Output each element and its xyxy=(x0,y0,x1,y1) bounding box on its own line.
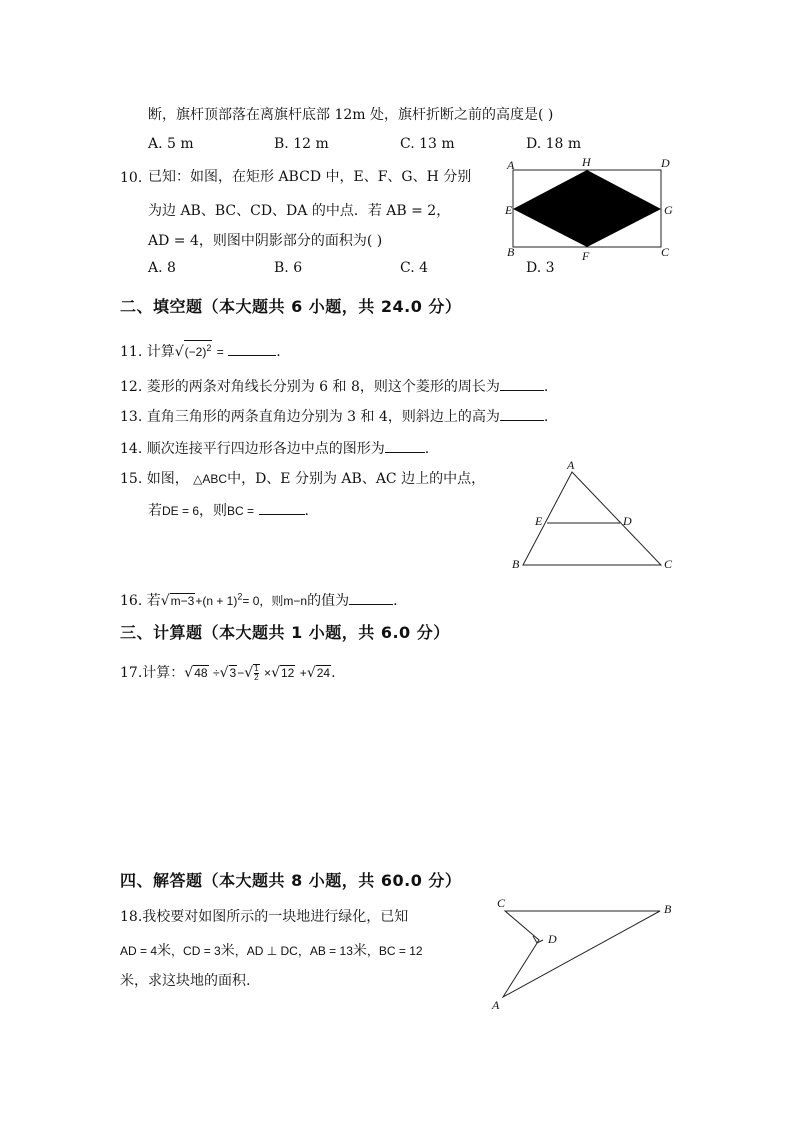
q17-times: × xyxy=(264,666,272,680)
q18-cd: ，CD = 3 xyxy=(171,944,221,958)
quad-label-b: B xyxy=(664,902,672,916)
q15-de: DE = 6 xyxy=(162,504,200,518)
q15-if: 若 xyxy=(148,503,162,519)
q10-option-d: D. 3 xyxy=(526,260,555,276)
q15-text-a: 如图， xyxy=(146,471,189,487)
sqrt-icon: √ xyxy=(219,665,229,681)
q11-expr: (−2) xyxy=(184,345,207,359)
q18-text1: 我校要对如图所示的一块地进行绿化，已知 xyxy=(142,909,409,925)
q11-suffix: . xyxy=(276,344,281,360)
tri-label-b: B xyxy=(512,557,520,571)
q18-ad: AD = 4 xyxy=(120,944,158,958)
q9-option-c: C. 13 m xyxy=(400,136,455,152)
tri-label-a: A xyxy=(567,458,575,472)
q15-text-b: 中，D、E 分别为 AB、AC 边上的中点， xyxy=(227,471,486,487)
q15-triangle: △ABC xyxy=(193,472,228,486)
q15-bc: BC = xyxy=(227,504,255,518)
q10-option-c: C. 4 xyxy=(400,260,429,276)
q17-r3: 12 xyxy=(280,666,295,680)
q10-line2: 为边 AB、BC、CD、DA 的中点．若 AB = 2， xyxy=(148,203,451,219)
q17-numerator: 1 xyxy=(254,664,259,673)
q18-number: 18. xyxy=(120,909,143,925)
q18-unit2: 米 xyxy=(220,943,235,959)
q13-text: 直角三角形的两条直角边分别为 3 和 4，则斜边上的高为 xyxy=(146,409,500,425)
q16-term: +(n + 1) xyxy=(195,594,238,608)
q17-prefix: 计算： xyxy=(142,665,185,681)
q10-line3: AD = 4，则图中阴影部分的面积为( ) xyxy=(148,233,383,249)
section-2-title: 二、填空题（本大题共 6 小题，共 24.0 分） xyxy=(120,297,462,316)
label-f: F xyxy=(582,249,590,263)
q18-ab: ，AD ⊥ DC，AB = 13 xyxy=(234,944,353,958)
q12-number: 12. xyxy=(120,379,143,395)
sqrt-icon: √ xyxy=(174,344,184,360)
q10-line1: 已知：如图，在矩形 ABCD 中，E、F、G、H 分别 xyxy=(148,169,472,185)
q16-eq: = 0，则 xyxy=(242,594,284,608)
q17-r2: 3 xyxy=(229,666,237,680)
sqrt-icon: √ xyxy=(244,665,254,681)
q16-expr: m−n xyxy=(283,594,308,608)
q11-exponent: 2 xyxy=(206,343,212,353)
section-4-title: 四、解答题（本大题共 8 小题，共 60.0 分） xyxy=(120,871,462,890)
tri-label-d: D xyxy=(623,514,632,528)
q17-denominator: 2 xyxy=(254,673,259,682)
q17-r4: 24 xyxy=(316,666,331,680)
quad-label-c: C xyxy=(497,896,506,910)
label-a: A xyxy=(507,158,515,172)
label-g: G xyxy=(664,203,673,217)
q17-number: 17. xyxy=(120,665,143,681)
q12-suffix: . xyxy=(543,379,549,395)
q10-number: 10. xyxy=(120,170,143,186)
label-e: E xyxy=(505,203,513,217)
q16-exponent: 2 xyxy=(237,591,243,602)
q17-r1: 48 xyxy=(194,666,208,680)
q17-div: ÷ xyxy=(213,666,220,680)
q11-prefix: 计算 xyxy=(146,344,175,360)
label-c: C xyxy=(661,245,670,259)
q16-number: 16. xyxy=(120,593,143,609)
tri-label-e: E xyxy=(535,514,543,528)
q14-number: 14. xyxy=(120,441,143,457)
q15-number: 15. xyxy=(120,471,143,487)
q15-suffix: . xyxy=(304,503,309,519)
tri-label-c: C xyxy=(664,557,673,571)
q17-suffix: . xyxy=(331,665,336,681)
q11-number: 11. xyxy=(120,344,143,360)
q14-suffix: . xyxy=(424,441,430,457)
q18-line3: 米，求这块地的面积. xyxy=(120,973,251,989)
label-h: H xyxy=(582,155,591,169)
q13-suffix: . xyxy=(543,409,549,425)
q16-radicand: m−3 xyxy=(170,594,195,608)
q10-option-a: A. 8 xyxy=(148,260,176,276)
q14-text: 顺次连接平行四边形各边中点的图形为 xyxy=(146,441,385,457)
quad-label-a: A xyxy=(492,998,500,1012)
q9-option-b: B. 12 m xyxy=(274,136,329,152)
q17-plus: + xyxy=(299,666,307,680)
section-3-title: 三、计算题（本大题共 1 小题，共 6.0 分） xyxy=(120,623,450,642)
q9-option-a: A. 5 m xyxy=(148,136,194,152)
label-b: B xyxy=(507,245,515,259)
label-d: D xyxy=(661,156,670,170)
q16-suffix: . xyxy=(393,593,398,609)
q18-bc: ，BC = 12 xyxy=(366,944,423,958)
q9-option-d: D. 18 m xyxy=(526,136,582,152)
q11-equals: = xyxy=(216,345,224,359)
q10-option-b: B. 6 xyxy=(274,260,303,276)
q18-unit1: 米 xyxy=(157,943,172,959)
sqrt-icon: √ xyxy=(306,665,316,681)
q13-number: 13. xyxy=(120,409,143,425)
q12-text: 菱形的两条对角线长分别为 6 和 8，则这个菱形的周长为 xyxy=(146,379,500,395)
q17-minus: − xyxy=(237,666,245,680)
sqrt-icon: √ xyxy=(271,665,280,681)
sqrt-icon: √ xyxy=(184,665,194,681)
q15-then: ，则 xyxy=(199,503,228,519)
q9-text: 断，旗杆顶部落在离旗杆底部 12m 处，旗杆折断之前的高度是( ) xyxy=(148,107,554,123)
sqrt-icon: √ xyxy=(160,593,170,609)
q16-if: 若 xyxy=(146,593,161,609)
q18-unit3: 米 xyxy=(352,943,367,959)
q16-text: 的值为 xyxy=(307,593,350,609)
quad-label-d: D xyxy=(548,932,557,946)
quadrilateral-abcd xyxy=(503,911,660,997)
